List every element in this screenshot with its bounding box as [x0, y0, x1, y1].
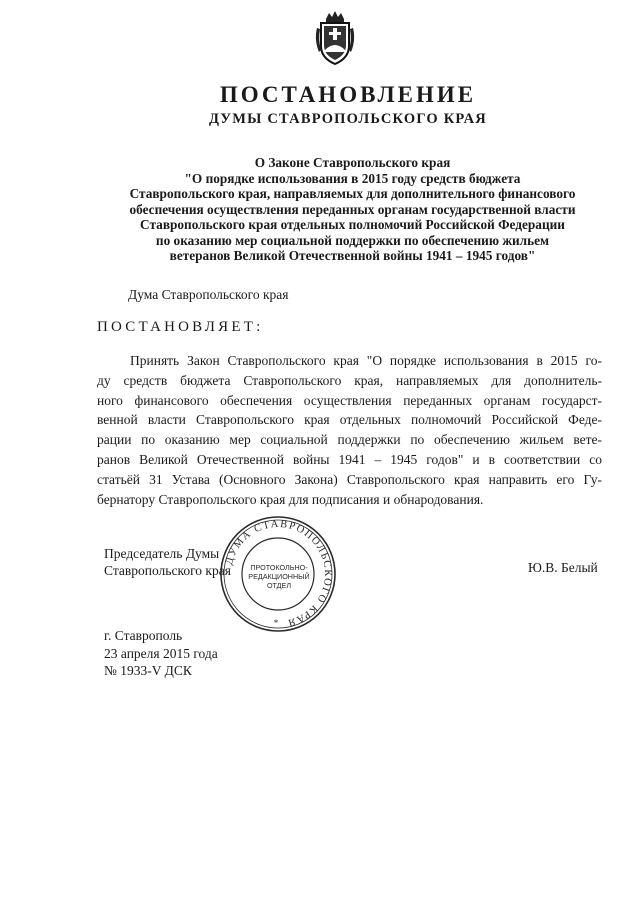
footer-date: 23 апреля 2015 года	[104, 645, 218, 661]
footer-city: г. Ставрополь	[104, 628, 183, 643]
resolves-heading: ПОСТАНОВЛЯЕТ:	[97, 319, 264, 335]
document-title: ПОСТАНОВЛЕНИЕ	[219, 82, 477, 107]
paragraph-line: ранов Великой Отечественной войны 1941 – 1945 годов" и в соответствии со	[97, 451, 602, 467]
signatory-position	[104, 545, 231, 579]
signatory-position-line: Ставропольского края	[104, 563, 231, 578]
paragraph-line: рации по оказанию мер социальной поддержки по обеспечению жильем вете-	[97, 432, 602, 448]
coat-of-arms-icon	[313, 10, 357, 66]
law-title-line: Ставропольского края отдельных полномочий Российской Федерации	[140, 217, 565, 232]
stamp-inner-line: РЕДАКЦИОННЫЙ	[248, 572, 310, 581]
stamp-ring-text: ДУМА СТАВРОПОЛЬСКОГО КРАЯ	[223, 518, 334, 629]
paragraph-line: статьёй 31 Устава (Основного Закона) Ставропольского края направить его Гу-	[97, 471, 602, 487]
paragraph-line: венной власти Ставропольского края отдельных полномочий Российской Феде-	[97, 412, 602, 428]
law-title-line: ветеранов Великой Отечественной войны 1941 – 1945 годов"	[169, 248, 536, 263]
signatory-name: Ю.В. Белый	[528, 560, 598, 575]
resolution-paragraph	[97, 351, 602, 509]
stamp-inner-line: ПРОТОКОЛЬНО-	[250, 563, 308, 572]
signatory-position-line: Председатель Думы	[104, 546, 220, 561]
law-title-line: "О порядке использования в 2015 году средств бюджета	[184, 170, 521, 186]
paragraph-line: ду средств бюджета Ставропольского края, направляемых для дополнитель-	[97, 372, 602, 388]
footer-number: № 1933-V ДСК	[104, 663, 192, 678]
official-stamp	[218, 514, 338, 634]
stamp-inner-line: ОТДЕЛ	[266, 581, 292, 590]
duma-line: Дума Ставропольского края	[128, 287, 289, 302]
paragraph-line: Принять Закон Ставропольского края "О порядке использования в 2015 го-	[130, 353, 602, 368]
svg-text:*: *	[273, 618, 279, 628]
law-title-line: О Законе Ставропольского края	[254, 155, 451, 170]
law-title-line: по оказанию мер социальной поддержки по обеспечению жильем	[155, 232, 550, 248]
paragraph-line: ного финансового обеспечения осуществления переданных органам государст-	[97, 392, 602, 408]
law-title-line: обеспечения осуществления переданных органам государственной власти	[129, 201, 576, 217]
law-title-line: Ставропольского края, направляемых для дополнительного финансового	[129, 186, 576, 201]
document-footer	[104, 627, 218, 680]
document-subtitle: ДУМЫ СТАВРОПОЛЬСКОГО КРАЯ	[209, 111, 487, 127]
paragraph-line: бернатору Ставропольского края для подписания и обнародования.	[97, 491, 484, 507]
law-title-block	[80, 155, 625, 264]
